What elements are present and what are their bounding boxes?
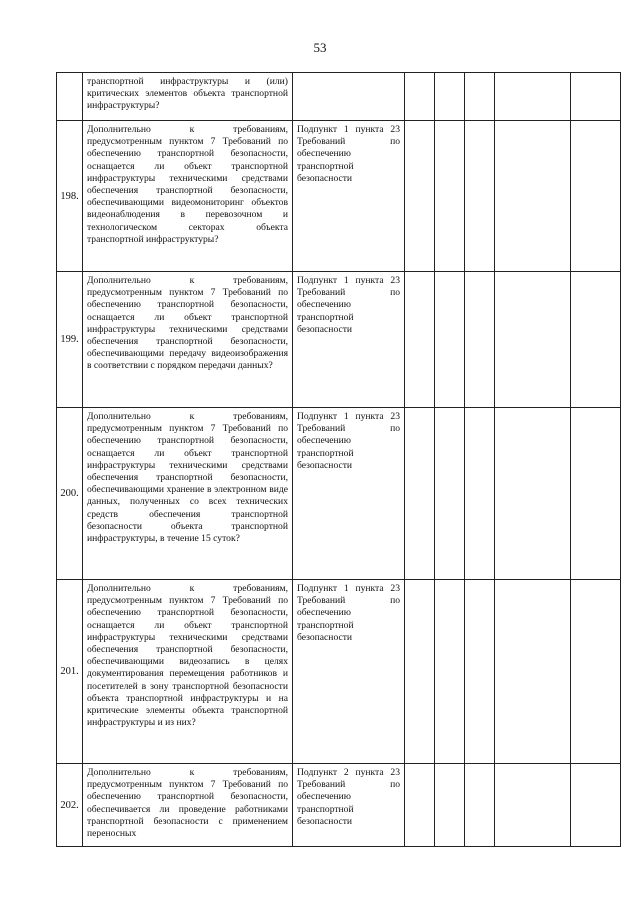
remark-cell bbox=[571, 73, 621, 121]
answer-yes-cell bbox=[405, 408, 435, 580]
answer-no-cell bbox=[435, 408, 465, 580]
reference-cell: Подпункт 1 пункта 23 Требований по обеспечению транспортной безопасности bbox=[293, 580, 405, 764]
answer-na-cell bbox=[465, 272, 495, 408]
note-cell bbox=[495, 73, 571, 121]
table-row bbox=[57, 121, 621, 272]
question-cell: Дополнительно к требованиям, предусмотренным пунктом 7 Требований по обеспечению транспортной безопасности, оснащается ли объект транспортной инфраструктуры техническими средствами обеспечения транспортной безопасности, обеспечивающими передачу видеоизображения в соответствии с порядком передачи данных? bbox=[83, 272, 293, 408]
answer-yes-cell bbox=[405, 272, 435, 408]
row-number: 198. bbox=[57, 121, 83, 272]
answer-na-cell bbox=[465, 764, 495, 847]
table-row bbox=[57, 272, 621, 408]
note-cell bbox=[495, 580, 571, 764]
note-cell bbox=[495, 764, 571, 847]
checklist-table bbox=[56, 72, 621, 847]
answer-no-cell bbox=[435, 121, 465, 272]
answer-yes-cell bbox=[405, 764, 435, 847]
table-row bbox=[57, 408, 621, 580]
page-number: 53 bbox=[313, 40, 327, 55]
answer-na-cell bbox=[465, 121, 495, 272]
question-cell: Дополнительно к требованиям, предусмотренным пунктом 7 Требований по обеспечению транспортной безопасности, оснащается ли объект транспортной инфраструктуры техническими средствами обеспечения транспортной безопасности, обеспечивающими видеозапись в целях документирования перемещения работников и посетителей в зону транспортной безопасности объекта транспортной инфраструктуры и на критические элементы объекта транспортной инфраструктуры и из них? bbox=[83, 580, 293, 764]
answer-yes-cell bbox=[405, 73, 435, 121]
reference-cell: Подпункт 1 пункта 23 Требований по обеспечению транспортной безопасности bbox=[293, 121, 405, 272]
question-cell: Дополнительно к требованиям, предусмотренным пунктом 7 Требований по обеспечению транспортной безопасности, оснащается ли объект транспортной инфраструктуры техническими средствами обеспечения транспортной безопасности, обеспечивающими видеомониторинг объектов видеонаблюдения в перевозочном и технологическом секторах объекта транспортной инфраструктуры? bbox=[83, 121, 293, 272]
answer-no-cell bbox=[435, 272, 465, 408]
note-cell bbox=[495, 121, 571, 272]
remark-cell bbox=[571, 408, 621, 580]
answer-yes-cell bbox=[405, 121, 435, 272]
answer-na-cell bbox=[465, 408, 495, 580]
remark-cell bbox=[571, 764, 621, 847]
answer-no-cell bbox=[435, 73, 465, 121]
row-number: 201. bbox=[57, 580, 83, 764]
row-number: 199. bbox=[57, 272, 83, 408]
remark-cell bbox=[571, 121, 621, 272]
answer-na-cell bbox=[465, 580, 495, 764]
reference-cell bbox=[293, 73, 405, 121]
remark-cell bbox=[571, 580, 621, 764]
note-cell bbox=[495, 272, 571, 408]
answer-yes-cell bbox=[405, 580, 435, 764]
table-row bbox=[57, 764, 621, 847]
reference-cell: Подпункт 2 пункта 23 Требований по обеспечению транспортной безопасности bbox=[293, 764, 405, 847]
remark-cell bbox=[571, 272, 621, 408]
answer-no-cell bbox=[435, 764, 465, 847]
row-number: 202. bbox=[57, 764, 83, 847]
question-cell: транспортной инфраструктуры и (или) критических элементов объекта транспортной инфраструктуры? bbox=[83, 73, 293, 121]
row-number: 200. bbox=[57, 408, 83, 580]
answer-no-cell bbox=[435, 580, 465, 764]
table-row bbox=[57, 73, 621, 121]
reference-cell: Подпункт 1 пункта 23 Требований по обеспечению транспортной безопасности bbox=[293, 408, 405, 580]
table-row bbox=[57, 580, 621, 764]
question-cell: Дополнительно к требованиям, предусмотренным пунктом 7 Требований по обеспечению транспортной безопасности, обеспечивается ли проведение работниками транспортной безопасности с применением переносных bbox=[83, 764, 293, 847]
row-number bbox=[57, 73, 83, 121]
note-cell bbox=[495, 408, 571, 580]
question-cell: Дополнительно к требованиям, предусмотренным пунктом 7 Требований по обеспечению транспортной безопасности, оснащается ли объект транспортной инфраструктуры техническими средствами обеспечения транспортной безопасности, обеспечивающими хранение в электронном виде данных, полученных со всех технических средств обеспечения транспортной безопасности объекта транспортной инфраструктуры, в течение 15 суток? bbox=[83, 408, 293, 580]
reference-cell: Подпункт 1 пункта 23 Требований по обеспечению транспортной безопасности bbox=[293, 272, 405, 408]
answer-na-cell bbox=[465, 73, 495, 121]
